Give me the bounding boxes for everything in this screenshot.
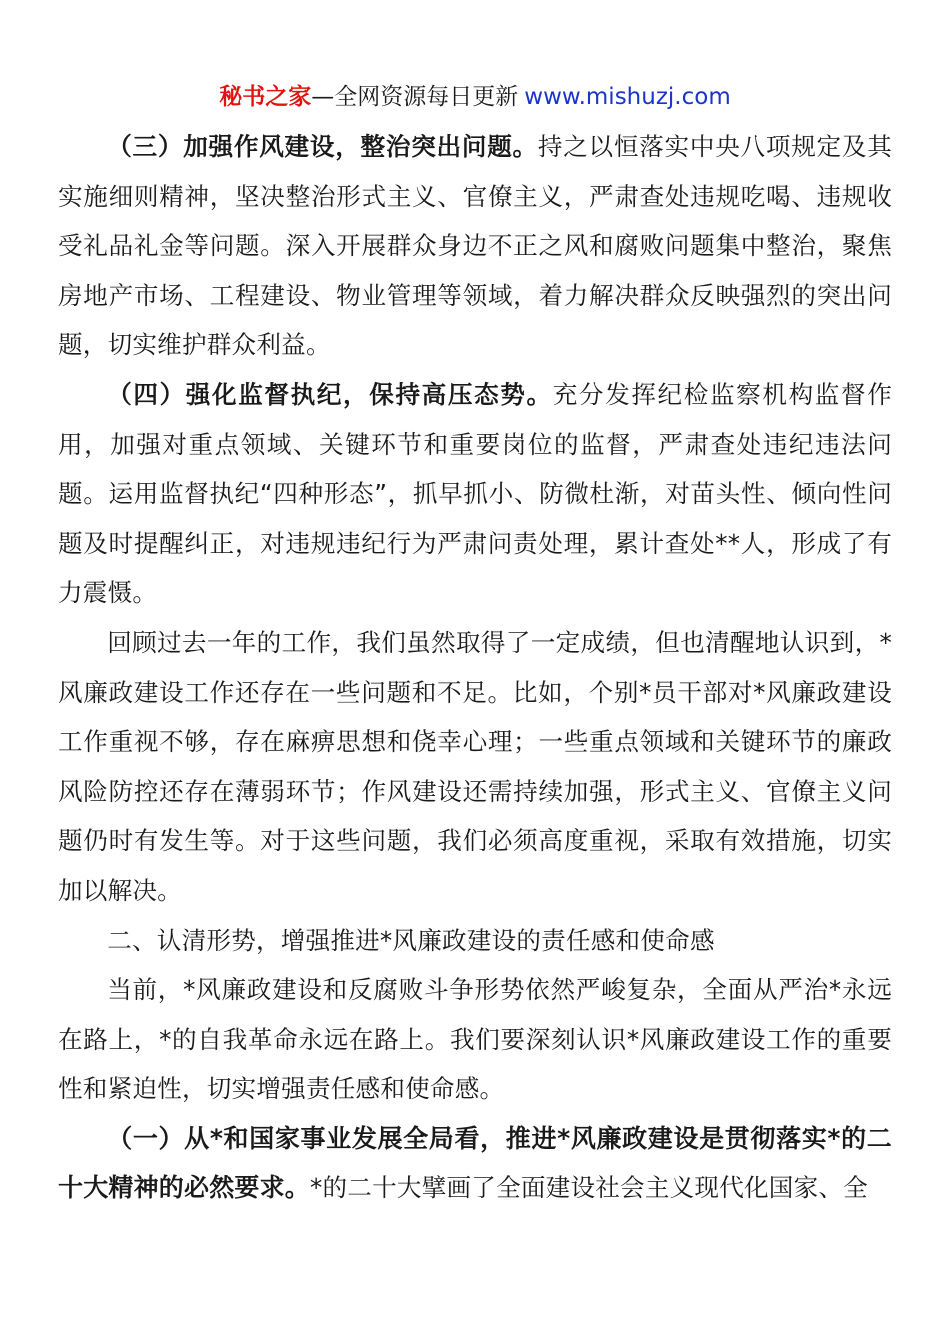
paragraph-section-4 — [58, 370, 892, 618]
paragraph-section-3 — [58, 122, 892, 370]
paragraph-text: 当前，*风廉政建设和反腐败斗争形势依然严峻复杂，全面从严治*永远在路上，*的自我革命永远在路上。我们要深刻认识*风廉政建设工作的重要性和紧迫性，切实增强责任感和使命感。 — [58, 975, 892, 1104]
site-url-link[interactable]: www.mishuzj.com — [524, 84, 731, 110]
paragraph-subsection-1 — [58, 1114, 892, 1213]
section-heading: （一）从*和国家事业发展全局看，推进*风廉政建设是贯彻落实*的二十大精神的必然要求。 — [58, 1123, 892, 1203]
section-heading: （四）强化监督执纪，保持高压态势。 — [107, 379, 553, 409]
site-header — [0, 80, 950, 114]
document-body — [58, 122, 892, 1213]
paragraph-text: 回顾过去一年的工作，我们虽然取得了一定成绩，但也清醒地认识到，*风廉政建设工作还存在一些问题和不足。比如，个别*员干部对*风廉政建设工作重视不够，存在麻痹思想和侥幸心理；一些重点领域和关键环节的廉政风险防控还存在薄弱环节；作风建设还需持续加强，形式主义、官僚主义问题仍时有发生等。对于这些问题，我们必须高度重视，采取有效措施，切实加以解决。 — [58, 627, 892, 905]
paragraph-review — [58, 618, 892, 916]
paragraph-text: 持之以恒落实中央八项规定及其实施细则精神，坚决整治形式主义、官僚主义，严肃查处违规吃喝、违规收受礼品礼金等问题。深入开展群众身边不正之风和腐败问题集中整治，聚焦房地产市场、工程建设、物业管理等领域，着力解决群众反映强烈的突出问题，切实维护群众利益。 — [58, 132, 892, 360]
brand-name: 秘书之家 — [219, 84, 312, 110]
chapter-heading-2 — [58, 916, 892, 966]
paragraph-situation — [58, 965, 892, 1114]
heading-text: 二、认清形势，增强推进*风廉政建设的责任感和使命感 — [107, 925, 715, 955]
section-heading: （三）加强作风建设，整治突出问题。 — [107, 132, 538, 161]
paragraph-text: 充分发挥纪检监察机构监督作用，加强对重点领域、关键环节和重要岗位的监督，严肃查处违纪违法问题。运用监督执纪“四种形态”，抓早抓小、防微杜渐，对苗头性、倾向性问题及时提醒纠正，对违规违纪行为严肃问责处理，累计查处**人，形成了有力震慑。 — [58, 379, 892, 608]
paragraph-text: *的二十大擘画了全面建设社会主义现代化国家、全 — [310, 1173, 868, 1203]
header-slogan: —全网资源每日更新 — [311, 84, 519, 110]
